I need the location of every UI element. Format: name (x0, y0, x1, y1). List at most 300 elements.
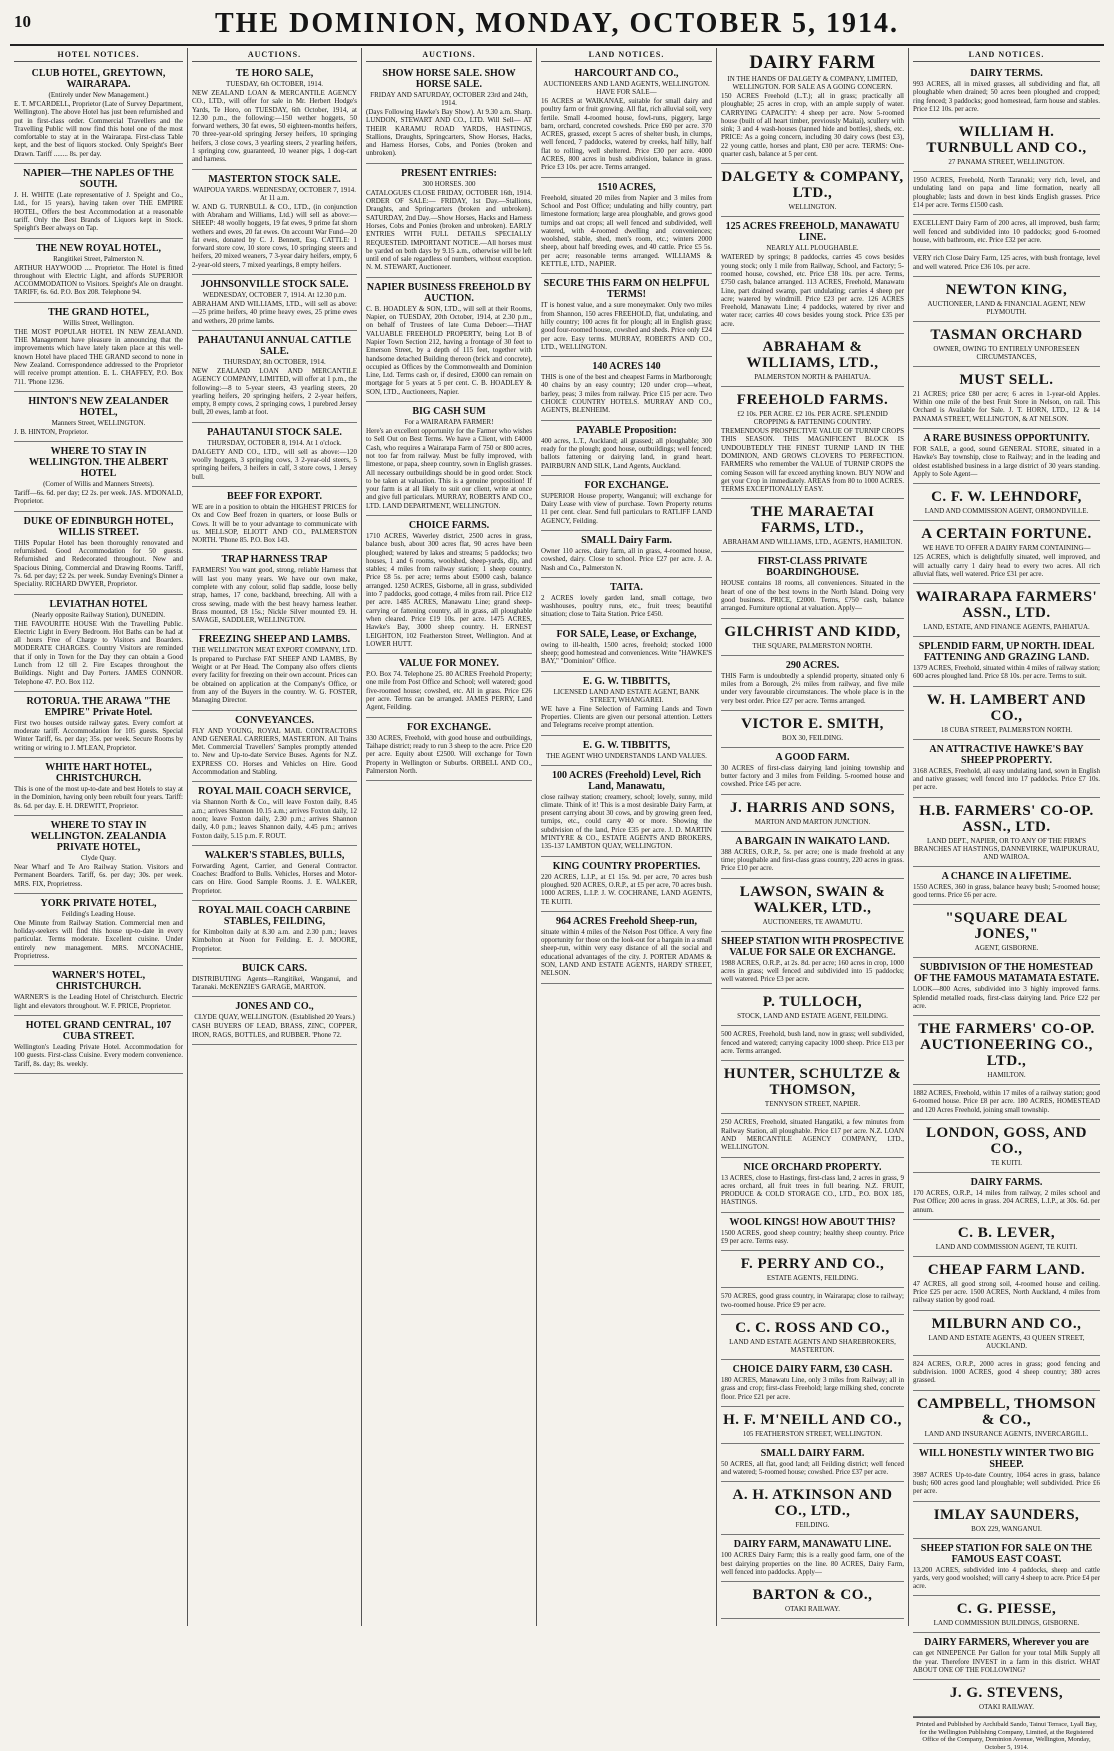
advertisement (14, 966, 183, 1016)
ad-body: HOUSE contains 18 rooms, all conveniences. Situated in the heart of one of the best towns in the North Island. Doing very good business. PRICE, £2000. Terms, £750 cash, balance arranged. Furniture optional at valuation. Apply— (721, 579, 904, 613)
ad-heading: WHERE TO STAY IN WELLINGTON. THE ALBERT HOTEL (28, 446, 169, 480)
advertisement (721, 1158, 904, 1213)
ad-firm-name: F. PERRY AND CO., (740, 1256, 885, 1273)
ad-firm-name: H. F. M'NEILL AND CO., (723, 1411, 902, 1428)
ad-subheading: LAND, ESTATE, AND FINANCE AGENTS, PAHIATUA. (923, 623, 1090, 632)
advertisement (366, 402, 532, 516)
ad-body: 180 ACRES, Manawatu Line, only 3 miles from Railway; all in grass and crop; first-class Freehold; large milking shed, concrete floor. Price £21 per acre. (721, 1375, 904, 1401)
ad-body: THIS is one of the best and cheapest Farms in Marlborough; 40 chains by an easy country; 120 under crop—wheat, barley, peas; 3 miles from railway. Price £15 per acre. Two CHOICE COUNTRY HOTELS. MURRAY AND CO., AGENTS, BLENHEIM. (541, 373, 712, 415)
column-heading: LAND NOTICES. (913, 48, 1100, 62)
ad-subheading: THE AGENT WHO UNDERSTANDS LAND VALUES. (546, 751, 707, 760)
advertisement (14, 303, 183, 392)
ad-body: 3987 ACRES Up-to-date Country, 1064 acres in grass, balance bush; 600 acres good land ploughable; well subdivided. Price £6 per acre. (913, 1470, 1100, 1496)
ad-body: 1950 ACRES, Freehold, North Taranaki; very rich, level, and undulating land on papa and lime formation, nearly all ploughable; lasts and down in best kinds English grasses. Price £14 per acre. Terms £1500 cash. (913, 176, 1100, 210)
advertisement (721, 1407, 904, 1444)
ad-body: FLY AND YOUNG, ROYAL MAIL CONTRACTORS AND GENERAL CARRIERS, MASTERTON. All Trains Met. Commercial Travellers' Samples promptly attended to. New and Up-to-date Service Buses. Agents for N.Z. EXPRESS CO. Horses and Vehicles on Hire. Good Accommodation and Stabling. (192, 726, 357, 777)
advertisement (913, 1391, 1100, 1444)
ad-firm-name: LAWSON, SWAIN & WALKER, LTD., (739, 883, 886, 916)
ad-firm-name: FREEHOLD FARMS. (736, 392, 889, 409)
advertisement (14, 894, 183, 966)
advertisement (913, 119, 1100, 172)
ad-body: CASH BUYERS OF LEAD, BRASS, ZINC, COPPER, IRON, RAGS, BOTTLES, and RUBBER. 'Phone 72. (192, 1022, 357, 1039)
ad-subheading: (Corner of Willis and Manners Streets). (43, 480, 154, 489)
ad-subheading: TENNYSON STREET, NAPIER. (764, 1100, 861, 1109)
ad-firm-name: C. C. ROSS AND CO., (735, 1319, 890, 1336)
ad-body: WE have a Fine Selection of Farming Lands and Town Properties. Clients are given our personal attention. Letters and Telegrams receive prompt attention. (541, 704, 712, 730)
ad-heading: TE HORO SALE, (235, 68, 314, 79)
ad-subheading: For a WAIRARAPA FARMER! (404, 418, 494, 427)
advertisement (913, 1311, 1100, 1356)
ad-subheading: WE HAVE TO OFFER A DAIRY FARM CONTAINING— (922, 544, 1091, 553)
ad-heading: 125 ACRES FREEHOLD, MANAWATU LINE. (725, 221, 900, 244)
ad-heading: YORK PRIVATE HOTEL, (40, 897, 157, 909)
advertisement (192, 846, 357, 901)
advertisement (721, 879, 904, 932)
ad-subheading: WEDNESDAY, OCTOBER 7, 1914. At 12.30 p.m. (202, 291, 347, 300)
ad-heading: A BARGAIN IN WAIKATO LAND. (735, 835, 890, 847)
advertisement (192, 331, 357, 423)
advertisement (14, 595, 183, 692)
advertisement (721, 1026, 904, 1061)
ad-body: 388 ACRES, O.R.P., 5s. per acre; one is made freehold at any time; ploughable and first-class grass country, 220 acres in grass. Price £10 per acre. (721, 847, 904, 873)
advertisement (913, 1680, 1100, 1717)
advertisement (541, 766, 712, 857)
ad-body: J. B. HINTON, Proprietor. (14, 427, 89, 436)
ad-body: via Shannon North & Co., will leave Foxton daily, 8.45 a.m.; arrives Shannon 10.15 a.m.; arrives Foxton daily, 12 noon; leave Foxton daily, 2.30 p.m.; arrives Shannon daily, 4.0 p.m.; leaves Shannon daily, 4.45 p.m.; arrives Foxton daily, 5.15 p.m. F. ROUT. (192, 798, 357, 840)
page-number: 10 (14, 12, 31, 31)
advertisement (721, 552, 904, 618)
ad-heading: NICE ORCHARD PROPERTY. (743, 1161, 882, 1173)
ad-subheading: HAMILTON. (987, 1071, 1026, 1080)
newspaper-title: THE DOMINION, MONDAY, OCTOBER 5, 1914. (214, 8, 900, 39)
ad-body: THE MOST POPULAR HOTEL IN NEW ZEALAND. THE Management have pleasure in announcing that the improvements which have lately taken place at this well-known Hotel have placed THE GRAND second to none in New Zealand. Correspondence addressed to the Proprietor will receive prompt attention. E. L. CHAFFEY, P.O. Box 711. 'Phone 1236. (14, 327, 183, 386)
ad-subheading: LAND AND COMMISSION AGENT, ORMONDVILLE. (924, 507, 1089, 516)
ad-body: One Minute from Railway Station. Commercial men and holiday-seekers will find this house up-to-date in every particular. Terms moderate. Excellent cuisine. Under entirely new management. MRS. M'CONACHIE, Proprietress. (14, 918, 183, 961)
ad-heading: SECURE THIS FARM ON HELPFUL TERMS! (543, 278, 710, 301)
advertisement (721, 989, 904, 1026)
ad-heading: SMALL Dairy Farm. (581, 534, 672, 546)
ad-heading: FREEZING SHEEP AND LAMBS. (198, 634, 351, 646)
ad-firm-name: J. G. STEVENS, (949, 1685, 1064, 1702)
ad-heading: PRESENT ENTRIES: (401, 167, 497, 179)
ad-body: for Kimbolton daily at 8.30 a.m. and 2.30 p.m.; leaves Kimbolton at Noon for Feilding. E. J. MOORE, Proprietor. (192, 928, 357, 953)
ad-subheading: AUCTIONEERS, TE AWAMUTU. (762, 917, 863, 926)
ad-subheading: LAND AND ESTATE AGENTS AND SHAREBROKERS, MASTERTON. (729, 1337, 896, 1354)
ad-firm-name: GILCHRIST AND KIDD, (724, 623, 901, 640)
ad-heading: PAYABLE Proposition: (576, 424, 677, 436)
advertisement (913, 1173, 1100, 1220)
ad-heading: DAIRY FARMS. (970, 1176, 1043, 1188)
ad-firm-name: H.B. FARMERS' CO-OP. ASSN., LTD. (919, 802, 1094, 835)
ad-body: WATERED by springs; 8 paddocks, carries 45 cows besides young stock; only 1 mile from Railway, School, and Factory; 5-roomed house, cowshed, etc. Price £38 10s. per acre. Terms, £750 cash, balance arranged. 113 ACRES, Freehold, Manawatu Line, part drained swamp, part undulating; carries 4 sheep per acre; watered by windmill. Price £23 per acre. 126 ACRES Freehold, Manawatu Line; 4 paddocks, watered by river and water race; carries 40 cows besides young stock. Price £35 per acre. (721, 253, 904, 328)
ad-body: 250 ACRES, Freehold, situated Hangatiki, a few minutes from Railway Station, all ploughable. Price £17 per acre. N.Z. LOAN AND MERCANTILE AGENCY COMPANY, LTD., WELLINGTON. (721, 1118, 904, 1152)
advertisement (366, 164, 532, 278)
ad-heading: PAHAUTANUI ANNUAL CATTLE SALE. (197, 334, 352, 357)
advertisement (721, 795, 904, 832)
advertisement (913, 250, 1100, 277)
ad-firm-name: WILLIAM H. TURNBULL AND CO., (926, 124, 1087, 157)
ad-subheading: Willis Street, Wellington. (63, 318, 134, 327)
ad-subheading: BOX 229, WANGANUI. (971, 1524, 1042, 1533)
advertisement (721, 1251, 904, 1288)
column-heading: LAND NOTICES. (541, 48, 712, 62)
ad-heading: DUKE OF EDINBURGH HOTEL, WILLIS STREET. (23, 515, 174, 538)
ad-subheading: Feilding's Leading House. (61, 909, 136, 918)
ad-body: owing to ill-health, 1500 acres, freehold; stocked 1000 sheep; good homestead and conveniences. Write "HAWKE'S BAY," "Dominion" Office. (541, 640, 712, 666)
column-land-notices-1 (537, 48, 717, 1626)
ad-heading: E. G. W. TIBBITTS, (582, 675, 671, 687)
ad-heading: HARCOURT AND CO., (574, 68, 679, 79)
ad-body: FOR SALE, a good, sound GENERAL STORE, situated in a Hawke's Bay township, close to Railway; and in the leading and oldest established business in a large district of 30 years standing. Apply to Sole Agent— (913, 445, 1100, 478)
advertisement (541, 178, 712, 275)
ad-firm-name: NEWTON KING, (945, 281, 1068, 298)
advertisement (913, 1444, 1100, 1502)
ad-body: First two houses outside railway gates. Every comfort at moderate tariff. Accommodation for 105 guests. Special Winter Tariff, 6s. per day; 35s. per week. Secure Rooms by writing or wiring to J. M'LEAN, Proprietor. (14, 718, 183, 752)
advertisement (913, 429, 1100, 484)
ad-heading: SHEEP STATION FOR SALE ON THE FAMOUS EAST COAST. (920, 1542, 1093, 1565)
ad-body: VERY rich Close Dairy Farm, 125 acres, with bush frontage, level and well watered. Price £36 10s. per acre. (913, 254, 1100, 271)
ad-subheading: 18 CUBA STREET, PALMERSTON NORTH. (940, 725, 1073, 734)
ad-body: 1882 ACRES, Freehold, within 17 miles of a railway station; good 6-roomed house. Price £8 per acre. 180 ACRES, HOMESTEAD and 120 Acres Freehold, joining small township. (913, 1089, 1100, 1114)
ad-body: Here's an excellent opportunity for the Farmer who wishes to Sell Out on Best Terms. We have a Client, with £4000 Cash, who requires a Wairarapa Farm of 750 or 800 acres, not too far from railway. Must be fully improved, with limestone, or papa, sheep country, sown in English grasses. All necessary outbuildings should be in good order. Stock to be taken at valuation. This is a genuine proposition! If your farm is at all likely to suit our client, write at once and give full particulars. MURRAY, ROBERTS AND CO., LTD. LAND DEPARTMENT, WELLINGTON. (366, 427, 532, 510)
advertisement (366, 278, 532, 402)
ad-body: THE FAVOURITE HOUSE With the Travelling Public. Electric Light in Every Bedroom. Hot Baths can be had at all hours Free of Charge to Visitors and Boarders. MODERATE CHARGES. Country Visitors are reminded that if only in Town for the Day they can obtain a Good Lunch from 12 till 2. Fire Escapes throughout the Buildings. Night and Day Porters. JAMES CONNOR. Telephone 47. P.O. Box 112. (14, 619, 183, 686)
ad-heading: FIRST-CLASS PRIVATE BOARDINGHOUSE. (757, 556, 868, 579)
advertisement (14, 164, 183, 238)
ad-body: EXCELLENT Dairy Farm of 200 acres, all improved, bush farm; well fenced and subdivided into 10 paddocks; good 6-roomed house, with bathroom, etc. Price £32 per acre. (913, 219, 1100, 244)
ad-body: J. H. WHITE (Late representative of J. Speight and Co., Ltd., for 15 years), having taken over THE EMPIRE HOTEL, Offers the best Accommodation at a reasonable tariff. Only the Best Brands of Liquors kept in Stock. Speight's Beer always on Tap. (14, 191, 183, 233)
ad-heading: BEEF FOR EXPORT. (227, 490, 322, 502)
advertisement (541, 274, 712, 357)
ad-body: THIS Popular Hotel has been thoroughly renovated and refurnished. Good Accommodation for 50 guests. Refurnished and Redecorated throughout. New and Spacious Dining, Commercial and Drawing Rooms. Tariff, 7s. 6d. per day; £2 2s. per week. Sunday Evening's Dinner a Speciality. RICHARD DWYER, Proprietor. (14, 538, 183, 589)
ad-body: C. B. HOADLEY & SON, LTD., will sell at their Rooms, Napier, on TUESDAY, 20th October, 1914, at 2.30 p.m., on behalf of Trustees of late Cuma Deboer:—THAT VALUABLE FREEHOLD PROPERTY, being Lot B of Napier Town Section 212, having a frontage of 30 feet to Emerson Street, by a depth of 115 feet, together with handsome detached Building thereon (brick and concrete), occupied as Offices by the Commonwealth and Dominion Line, Ltd. Terms cash or, if desired, £3000 can remain on mortgage for 5 years at 5 per cent. C. B. HOADLEY & SON, LTD., Auctioneers, Napier. (366, 304, 532, 396)
advertisement (192, 487, 357, 550)
advertisement (913, 798, 1100, 867)
ad-subheading: PALMERSTON NORTH & PAHIATUA. (754, 373, 871, 382)
ad-body: 500 ACRES, Freehold, bush land, now in grass; well subdivided, fenced and watered; carrying capacity 1000 sheep. Price £13 per acre. Terms arranged. (721, 1030, 904, 1056)
ad-body: 13 ACRES, close to Hastings, first-class land, 2 acres in grass, 9 acres orchard, all fruit trees in full bearing. N.Z. FRUIT, PRODUCE & COLD STORAGE CO., LTD., P.O. BOX 185, HASTINGS. (721, 1173, 904, 1207)
ad-body: 30 ACRES of first-class dairying land joining township and butter factory and 3 miles from Feilding. 5-roomed house and cowshed. Price £45 per acre. (721, 763, 904, 789)
ad-heading: DAIRY FARM, MANAWATU LINE. (733, 1539, 892, 1551)
ad-subheading: LICENSED LAND AND ESTATE AGENT, BANK STREET, WHANGAREI. (553, 687, 700, 704)
ad-body: Near Wharf and Te Aro Railway Station. Visitors and Permanent Boarders. Tariff, 6s. per day; 30s. per week. MRS. FIX, Proprietress. (14, 862, 183, 888)
ad-heading: SUBDIVISION OF THE HOMESTEAD OF THE FAMOUS MATAMATA ESTATE. (913, 962, 1100, 985)
advertisement (913, 172, 1100, 215)
ad-heading: A RARE BUSINESS OPPORTUNITY. (923, 433, 1090, 445)
ad-body: 16 ACRES at WAIKANAE, suitable for small dairy and poultry farm or fruit growing. All flat, rich alluvial soil, very fertile. Small 4-roomed house, fowl-runs, piggery, large barn, orchard, concreted cowsheds. Price £60 per acre. 370 ACRES, grassed, except 5 acres of shelter bush, in clumps, well fenced, 7 paddocks, watered by creeks, half hilly, half flat to rolling, well sheltered. Price £30 per acre. 4000 ACRES, 800 acres in bush subdivision, balance in grass. Price £3 10s. per acre. Terms arranged. (541, 97, 712, 172)
ad-subheading: THURSDAY, 8th OCTOBER, 1914. (223, 357, 326, 366)
ad-body: NEW ZEALAND LOAN & MERCANTILE AGENCY CO., LTD., will offer for sale in Mr. Herbert Hodge's Yards, Te Horo, on TUESDAY, 6th October, 1914, at 12.30 p.m., the following:—150 wether hoggets, 50 forward wethers, 30 fat ewes, 50 eighteen-months heifers, 70 three-year-old springing Jersey heifers, 10 springing heifers, 3 close cows, 3 yearling steers, 2 yearling heifers, 1 springing cow, guaranteed, 10 weaner pigs, 1 dog-cart and harness. (192, 89, 357, 164)
ad-firm-name: DALGETY & COMPANY, LTD., (721, 169, 904, 202)
ad-body: Forwarding Agent, Carrier, and General Contractor. Coaches: Bradford to Bulls. Vehicles, Horses and Motor-cars on Hire. Good Sample Rooms. J. E. WALKER, Proprietor. (192, 861, 357, 895)
ad-body: 400 acres, L.T., Auckland; all grassed; all ploughable; 300 ready for the plough; good house, outbuildings; well fenced; ballots fattening or dairying land, in grand heart. PAIRBURN AND SILK, Land Agents, Auckland. (541, 436, 712, 470)
column-dairy-farms (717, 48, 909, 1626)
advertisement (721, 932, 904, 990)
ad-heading: WARNER'S HOTEL, CHRISTCHURCH. (51, 970, 146, 993)
advertisement (14, 239, 183, 303)
ad-body: 1710 ACRES, Waverley district, 2500 acres in grass, balance bush, about 300 acres flat, 90 acres have been ploughed; watered by lakes and streams; 5 paddocks; two houses, 1 and 6 rooms, woolshed, sheep-yards, dip, and stables; 4 miles from railway station; 1 sheep country. Price £8 5s. per acre; terms about £5000 cash, balance arranged. 1250 ACRES, Gisborne, all in grass, subdivided into 7 paddocks, good cottage, 4 miles from rail. Price £12 per acre. 1485 ACRES, Manawatu Line; grand sheep-carrying or fattening country, all in grass, all ploughable when cleared. Price £19 10s. per acre. 1475 ACRES, Hawke's Bay, 3000 sheep country. H. ERNEST LEIGHTON, 102 Featherston Street, Wellington. And at LOWER HUTT. (366, 531, 532, 648)
ad-subheading: (Nearly opposite Railway Station), DUNEDIN. (32, 610, 165, 619)
column-heading: AUCTIONS. (366, 48, 532, 62)
ad-heading: ROTORUA. THE ARAWA "THE EMPIRE" Private Hotel. (26, 695, 171, 718)
advertisement (14, 758, 183, 816)
advertisement (721, 217, 904, 334)
advertisement (366, 516, 532, 654)
ad-firm-name: CAMPBELL, THOMSON & CO., (916, 1395, 1097, 1428)
ad-body: 50 ACRES, all flat, good land; all Feilding district; well fenced and watered; 5-roomed house; cowshed. Price £37 per acre. (721, 1459, 904, 1477)
ad-subheading: Manners Street, WELLINGTON. (51, 418, 146, 427)
advertisement (541, 531, 712, 578)
advertisement (541, 912, 712, 984)
ad-body: Freehold, situated 20 miles from Napier and 3 miles from School and Post Office; undulating and hilly country, part limestone formation; large area ploughable, and grows good turnips and oat crops; all well fenced and subdivided, well watered, with 4-roomed dwelling and conveniences; woolshed, stable, shed, men's room, etc.; winters 2000 sheep, about half breeding ewes, and 40 cattle. Price £5 5s. per acre; reasonable terms arranged. WILLIAMS & KETTLE, LTD., NAPIER. (541, 193, 712, 269)
ad-heading: JOHNSONVILLE STOCK SALE. (200, 279, 349, 291)
ad-heading: CHOICE DAIRY FARM, £30 CASH. (732, 1363, 893, 1375)
column-land-notices-2 (909, 48, 1104, 1751)
ad-heading: WOOL KINGS! HOW ABOUT THIS? (729, 1216, 896, 1228)
ad-body: 1379 ACRES, Freehold, situated within 4 miles of railway station; 600 acres ploughed land. Price £8 10s. per acre. Terms to suit. (913, 664, 1100, 681)
ad-body: SUPERIOR House property, Wanganui; will exchange for Dairy Lease with view of purchase. Town Property returns 11 per cent. clear. Send full particulars to RATLIFF LAND AGENCY, Feilding. (541, 491, 712, 525)
ad-body: 2 ACRES lovely garden land, small cottage, two washhouses, poultry runs, etc., fruit trees; beautiful situation; close to Taita Station. Price £450. (541, 593, 712, 619)
ad-subheading: 300 HORSES. 300 (422, 179, 476, 188)
ad-heading: KING COUNTRY PROPERTIES. (552, 860, 701, 872)
ad-firm-name: HUNTER, SCHULTZE & THOMSON, (723, 1066, 902, 1099)
ad-subheading: AUCTIONEERS AND LAND AGENTS, WELLINGTON. HAVE FOR SALE— (543, 80, 710, 96)
ad-body: 570 ACRES, good grass country, in Wairarapa; close to railway; two-roomed house. Price £9 per acre. (721, 1292, 904, 1309)
advertisement (913, 1085, 1100, 1120)
advertisement (913, 367, 1100, 429)
ad-body: P.O. Box 74. Telephone 25. 80 ACRES Freehold Property; one mile from Post Office and School; well watered; good five-roomed house; cowshed, etc. All in grass. Price £26 per acre. Terms can be arranged. JAMES PERRY, Land Agent, Feilding. (366, 670, 532, 712)
ad-body: 1988 ACRES, O.R.P., at 2s. 8d. per acre; 160 acres in crop, 1000 acres in grass; well fenced and subdivided into 15 paddocks; well watered. Price £3 per acre. (721, 958, 904, 984)
advertisement (721, 334, 904, 387)
ad-body: 3168 ACRES, Freehold, all easy undulating land, sown in English and native grasses; well fenced into 17 paddocks. Price £7 10s. per acre. (913, 766, 1100, 792)
ad-subheading: WAIPOUA YARDS. WEDNESDAY, OCTOBER 7, 1914. At 11 a.m. (192, 185, 357, 202)
ad-body: ABRAHAM AND WILLIAMS, LTD., will sell as above:—25 prime heifers, 40 prime heavy ewes, 25 prime ewes and wethers, 20 prime lambs. (192, 300, 357, 325)
ad-body: 220 ACRES, L.I.P., at £1 15s. 9d. per acre, 70 acres bush ploughed. 920 ACRES, O.R.P., at £5 per acre, 70 acres bush. 1000 ACRES, L.I.P. J. W. COCHRANE, LAND AGENTS, TE KUITI. (541, 872, 712, 906)
advertisement (721, 1213, 904, 1252)
advertisement (913, 905, 1100, 958)
ad-body: 21 ACRES; price £80 per acre; 6 acres in 1-year-old Apples. Within one mile of the best Fruit Store in Nelson, on rail. This Orchard is Available for Sale. J. T. HORN, LTD., 12 & 14 PANAMA STREET, WELLINGTON, & AT NELSON. (913, 389, 1100, 423)
advertisement (721, 48, 904, 164)
advertisement (913, 64, 1100, 119)
ad-heading: HOTEL GRAND CENTRAL, 107 CUBA STREET. (25, 1019, 172, 1042)
ad-firm-name: C. B. LEVER, (957, 1224, 1056, 1241)
advertisement (192, 550, 357, 630)
ad-body: CATALOGUES CLOSE FRIDAY, OCTOBER 16th, 1914. ORDER OF SALE:— FRIDAY, 1st Day.—Stallions, Draughts, and Springcarters (broken and unbroken). SATURDAY, 2nd Day.—Show Horses, Hacks and Harness Horses, Cobs and Ponies (broken and unbroken). EARLY ENTRIES WITH FULL DETAILS SPECIALLY REQUESTED. IMPORTANT NOTICE.—All horses must be yarded on both days by 9.15 a.m., otherwise will be left until end of sale regardless of numbers, without exception. N. M. STEWART, Auctioneer. (366, 188, 532, 272)
ad-subheading: STOCK, LAND AND ESTATE AGENT, FEILDING. (737, 1012, 888, 1021)
ad-heading: SHEEP STATION WITH PROSPECTIVE VALUE FOR SALE OR EXCHANGE. (721, 935, 904, 958)
ad-heading: ROYAL MAIL COACH CARBINE STABLES, FEILDING, (198, 905, 351, 927)
advertisement (721, 1315, 904, 1360)
ad-firm-name: TASMAN ORCHARD (930, 326, 1083, 343)
advertisement (541, 578, 712, 625)
ad-body: 993 ACRES, all in mixed grasses, all subdividing and flat, all ploughable when drained; 50 acres been ploughed and cropped; ring fenced; 3 paddocks; good homestead, farm house and stables. Price £12 10s. per acre. (913, 80, 1100, 113)
advertisement (14, 816, 183, 894)
ad-subheading: THURSDAY, OCTOBER 8, 1914. At 1 o'clock. (207, 438, 342, 447)
ad-body: THIS Farm is undoubtedly a splendid property, situated only 6 miles from a Borough, 2½ miles from railway, and five mile under very favourable circumstances. The whole place is in the very best order. Price £27 per acre. Terms arranged. (721, 671, 904, 705)
advertisement (721, 1061, 904, 1114)
advertisement (192, 64, 357, 170)
ad-firm-name: MUST SELL. (959, 371, 1054, 388)
advertisement (913, 1356, 1100, 1391)
ad-body: DISTRIBUTING Agents—Rangitikei, Wanganui, and Taranaki. McKENZIE'S GARAGE, MARTON. (192, 974, 357, 992)
advertisement (14, 512, 183, 595)
ad-subheading: CLYDE QUAY, WELLINGTON. (Established 20 Years.) (194, 1013, 355, 1022)
ad-heading: A GOOD FARM. (775, 751, 850, 763)
advertisement (913, 1257, 1100, 1311)
ad-body: IT is honest value, and a sure moneymaker. Only two miles from Shannon, 150 acres FREEHOLD, flat, undulating, and hilly country; 100 acres fit for plough; all in English grass; good four-roomed house, cowshed and sheds. Price only £24 per acre. Easy terms. MURRAY, ROBERTS AND CO., LTD., WELLINGTON. (541, 301, 712, 351)
advertisement (192, 630, 357, 710)
ad-body: (Days Following Hawke's Bay Show). At 9.30 a.m. Sharp. LUNDON, STEWART AND CO., LTD. Will Sell— AT THEIR KARAMU ROAD YARDS, HASTINGS, Stallions, Draughts, Springcarters, Show Horses, Hacks, and Harness Horses, Cobs, and Ponies (broken and unbroken). (366, 108, 532, 158)
ad-body: NEW ZEALAND LOAN AND MERCANTILE AGENCY COMPANY, LIMITED, will offer at 1 p.m., the following:—8 to 5-year steers, 43 yearling steers, 20 yearling heifers, 20 springing heifers, 2 2-year heifers, empty, 8 empty cows, 2 springing cows, 1 purebred Jersey bull, 20 ewes, lamb at foot. (192, 366, 357, 417)
advertisement (14, 392, 183, 442)
ad-body: can get NINEPENCE Per Gallon for your total Milk Supply all the year. Therefore INVEST in a farm in this district. WHAT ABOUT ONE OF THE FOLLOWING? (913, 1649, 1100, 1675)
ad-body: situate within 4 miles of the Nelson Post Office. A very fine opportunity for those on the look-out for a bargain in a small sheep-run, within very easy distance of all the social and educational advantages of the city. J. PORTER ADAMS & SON, LAND AND ESTATE AGENTS, HARDY STREET, NELSON. (541, 927, 712, 978)
ad-body: E. T. M'CARDELL, Proprietor (Late of Survey Department, Wellington). The above Hotel has just been refurnished and put in first-class order. Commercial Travellers and the Travelling Public will now find this hotel one of the most comfortable to stay at in the Wairarapa. First-class Table kept, and the best of liquors stocked. Only Speight's Beer Drawn. Tariff ........ 8s. per day. (14, 100, 183, 158)
ad-subheading: THE SQUARE, PALMERSTON NORTH. (752, 641, 873, 650)
advertisement (721, 499, 904, 552)
ad-body: 13,200 ACRES, subdivided into 4 paddocks, sheep and cattle yards, very good woolshed; will carry 4 sheep to acre. Price £4 per acre. (913, 1565, 1100, 1591)
advertisement (721, 387, 904, 499)
ad-heading: NAPIER—THE NAPLES OF THE SOUTH. (23, 168, 174, 191)
ad-heading: BUICK CARS. (241, 962, 307, 974)
advertisement (913, 322, 1100, 367)
advertisement (192, 275, 357, 331)
ad-heading: VALUE FOR MONEY. (399, 658, 499, 670)
advertisement (913, 521, 1100, 584)
ad-subheading: FRIDAY AND SATURDAY, OCTOBER 23rd and 24th, 1914. (370, 91, 528, 107)
ad-body: 170 ACRES, O.R.P., 14 miles from railway, 2 miles school and Post Office; 200 acres in grass. 204 ACRES, L.I.P., at 30s. 6d. per annum. (913, 1188, 1100, 1214)
ad-subheading: MARTON AND MARTON JUNCTION. (754, 817, 871, 826)
advertisement (913, 1220, 1100, 1257)
advertisement (913, 1016, 1100, 1085)
advertisement (541, 857, 712, 912)
ad-firm-name: THE FARMERS' CO-OP. AUCTIONEERING CO., LTD., (918, 1021, 1095, 1070)
ad-subheading: 105 FEATHERSTON STREET, WELLINGTON. (742, 1429, 883, 1438)
ad-body: Tariff—6s. 6d. per day; £2 2s. per week. JAS. M'DONALD, Proprietor. (14, 489, 183, 506)
ad-heading: WILL HONESTLY WINTER TWO BIG SHEEP. (918, 1447, 1095, 1470)
advertisement (541, 736, 712, 766)
advertisement (14, 442, 183, 512)
advertisement (192, 423, 357, 487)
ad-subheading: Rangitikei Street, Palmerston N. (53, 254, 144, 263)
advertisement (366, 64, 532, 164)
ad-subheading: FEILDING. (795, 1521, 830, 1530)
ad-firm-name: LONDON, GOSS, AND CO., (925, 1124, 1088, 1157)
ad-heading: WALKER'S STABLES, BULLS, (204, 849, 345, 861)
ad-heading: 1510 ACRES, (597, 181, 656, 193)
ad-heading: NAPIER BUSINESS FREEHOLD BY AUCTION. (366, 281, 532, 304)
ad-heading: WHERE TO STAY IN WELLINGTON. ZEALANDIA PRIVATE HOTEL, (30, 819, 167, 853)
column-auctions-2 (362, 48, 537, 1626)
advertisement (192, 959, 357, 998)
advertisement (721, 656, 904, 711)
advertisement (192, 711, 357, 783)
ad-body: This is one of the most up-to-date and best Hotels to stay at in the Dominion, having only been rebuilt four years. Tariff: 8s. 6d. per day. E. H. DREWITT, Proprietor. (14, 785, 183, 810)
ad-heading: JONES AND CO., (235, 1001, 314, 1013)
advertisement (913, 1502, 1100, 1539)
ad-body: 125 ACRES, which is delightfully situated, well improved, and will actually carry 1 dairy head to every two acres. All rich alluvial flats, well watered. Price £31 per acre. (913, 553, 1100, 578)
advertisement (913, 958, 1100, 1016)
advertisement (541, 64, 712, 178)
ad-heading: ROYAL MAIL COACH SERVICE, (198, 786, 351, 798)
printer-imprint: Printed and Published by Archibald Sando, Tainui Terrace, Lyall Bay, for the Wellington Publishing Company, Limited, at the Registered Office of the Company, Dominion Avenue, Wellington, Monday, October 5, 1914. (913, 1717, 1100, 1751)
ad-heading: A CHANCE IN A LIFETIME. (941, 870, 1072, 882)
advertisement (913, 687, 1100, 740)
ad-subheading: AUCTIONEER, LAND & FINANCIAL AGENT, NEW PLYMOUTH. (927, 299, 1086, 316)
ad-subheading: LAND COMMISSION BUILDINGS, GISBORNE. (933, 1619, 1080, 1628)
advertisement (721, 1114, 904, 1157)
advertisement (721, 1288, 904, 1315)
ad-subheading: ESTATE AGENTS, FEILDING. (766, 1274, 859, 1283)
advertisement (721, 832, 904, 879)
ad-firm-name: A CERTAIN FORTUNE. (921, 526, 1092, 543)
ad-heading: CLUB HOTEL, GREYTOWN, WAIRARAPA. (31, 68, 166, 90)
ad-body: Wellington's Leading Private Hotel. Accommodation for 100 guests. First-class Cuisine. Every modern convenience. Tariff, 8s. day; 8s. weekly. (14, 1042, 183, 1068)
ad-heading: THE NEW ROYAL HOTEL, (35, 242, 162, 254)
advertisement (541, 476, 712, 531)
ad-subheading: LAND AND ESTATE AGENTS, 43 QUEEN STREET, AUCKLAND. (928, 1333, 1085, 1350)
advertisement (366, 718, 532, 781)
ad-body: 1550 ACRES, 360 in grass, balance heavy bush; 5-roomed house; good terms. Price £6 per acre. (913, 882, 1100, 899)
ad-firm-name: "SQUARE DEAL JONES," (945, 910, 1068, 943)
ad-subheading: WELLINGTON. (788, 203, 837, 212)
advertisement (913, 215, 1100, 250)
ad-body: close railway station; creamery, school; lovely, sunny, mild climate. Think of it! This is a most desirable Dairy Farm, at present carrying about 30 cows, and by growing green feed, turnips, etc., could carry 40 or more. Showing the subdivision of the land, Price £35 per acre. J. D. MARTIN M'INTYRE & CO., ESTATE AGENTS AND BROKERS, 135-137 LAMBTON QUAY, WELLINGTON. (541, 792, 712, 851)
ad-heading: SHOW HORSE SALE. SHOW HORSE SALE. (382, 68, 516, 90)
ad-body: WE are in a position to obtain the HIGHEST PRICES for Ox and Cow Beef frozen in quarters, or loose Bulls or Cows. It will be to your advantage to communicate with us. MELLSOP, ELIOTT AND CO., PALMERSTON NORTH. 'Phone 85. P.O. Box 143. (192, 502, 357, 545)
ad-firm-name: BARTON & CO., (752, 1587, 873, 1604)
columns-container (10, 48, 1104, 1751)
advertisement (721, 1482, 904, 1535)
advertisement (913, 637, 1100, 687)
advertisement (721, 1582, 904, 1619)
ad-subheading: TUESDAY, 6th OCTOBER, 1914. (225, 80, 324, 88)
ad-body: THE WELLINGTON MEAT EXPORT COMPANY, LTD. Is prepared to Purchase FAT SHEEP AND LAMBS, By Weight or at Per Head. The Company also offers clients every facility for freezing on their own account. Prices can be obtained on application at the Company's Office, or from any of the Buyers in the country. W. G. FOSTER, Managing Director. (192, 646, 357, 705)
ad-heading: CONVEYANCES. (235, 714, 314, 726)
advertisement (721, 1360, 904, 1407)
advertisement (541, 421, 712, 476)
ad-body: 824 ACRES, O.R.P., 2000 acres in grass; good fencing and subdivision. 1000 ACRES, good 4 sheep country; 380 acres grassed. (913, 1359, 1100, 1385)
masthead (10, 4, 1104, 46)
ad-display-heading: DAIRY FARM (749, 52, 876, 73)
advertisement (913, 277, 1100, 322)
ad-heading: TRAP HARNESS TRAP (221, 554, 328, 566)
ad-heading: MASTERTON STOCK SALE. (208, 173, 341, 185)
advertisement (913, 1633, 1100, 1680)
ad-body: 47 ACRES, all good strong soil, 4-roomed house and ceiling. Price £25 per acre. 1500 ACRES, North Auckland, 4 miles from railway station by good road. (913, 1279, 1100, 1305)
advertisement (192, 901, 357, 959)
advertisement (14, 64, 183, 164)
ad-body: 1500 ACRES, good sheep country; healthy sheep country. Price £9 per acre. Terms easy. (721, 1228, 904, 1246)
ad-subheading: LAND DEPT., NAPIER, OR TO ANY OF THE FIRM'S BRANCHES AT HASTINGS, DANNEVIRKE, WAIPUKURAU, AND WAIROA. (913, 836, 1100, 861)
ad-subheading: Clyde Quay. (81, 853, 116, 862)
column-heading: AUCTIONS. (192, 48, 357, 62)
advertisement (721, 1535, 904, 1582)
ad-heading: FOR SALE, Lease, or Exchange, (556, 628, 697, 640)
ad-body: DALGETY AND CO., LTD., will sell as above:—120 woolly hoggets, 3 springing cows, 3 2-year-old steers, 5 springing heifers, 3 heifers in calf, 3 store cows, 1 Jersey bull. (192, 447, 357, 481)
ad-heading: LEVIATHAN HOTEL (49, 598, 148, 610)
ad-subheading: LAND AND COMMISSION AGENT, TE KUITI. (935, 1242, 1078, 1251)
ad-heading: TAITA. (610, 581, 643, 593)
advertisement (366, 654, 532, 717)
ad-subheading: NEARLY ALL PLOUGHABLE. (766, 244, 859, 253)
ad-subheading: AGENT, GISBORNE. (974, 944, 1039, 953)
ad-firm-name: VICTOR E. SMITH, (741, 715, 884, 732)
ad-firm-name: IMLAY SAUNDERS, (933, 1506, 1080, 1523)
advertisement (913, 1539, 1100, 1597)
advertisement (913, 740, 1100, 798)
ad-heading: E. G. W. TIBBITTS, (582, 739, 671, 751)
